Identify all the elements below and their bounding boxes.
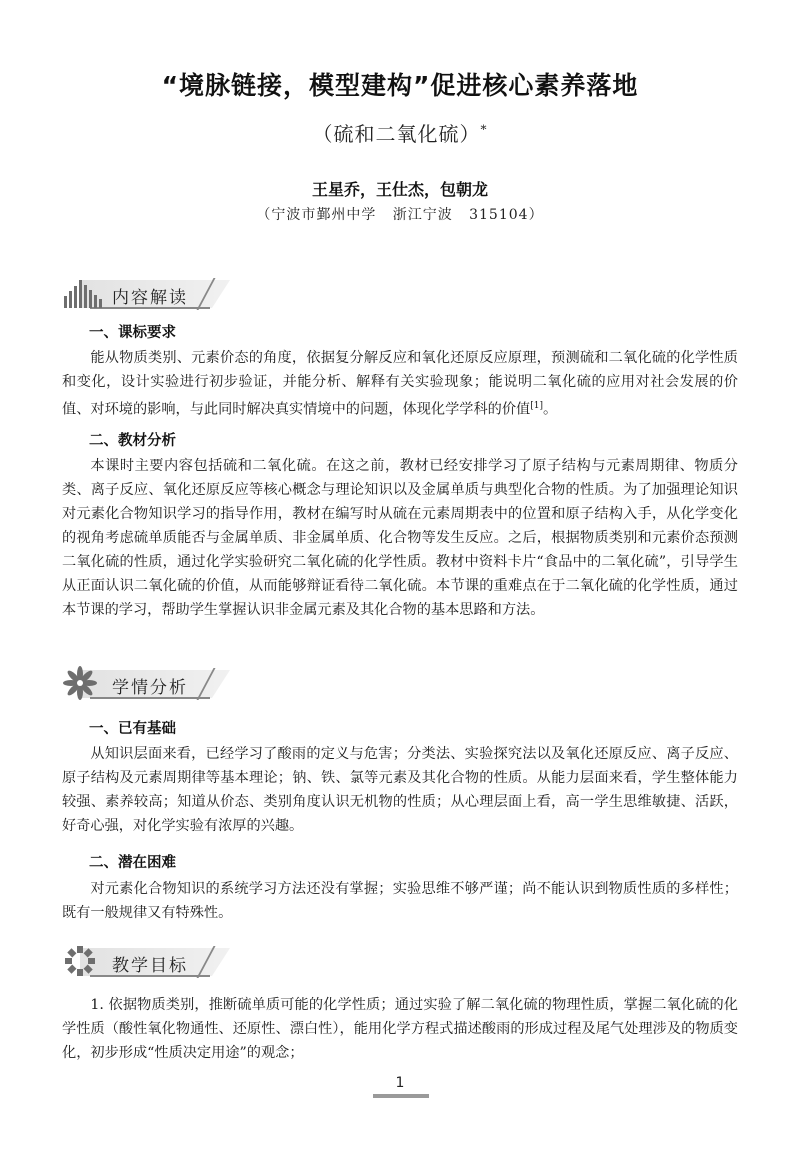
- section-label: 内容解读: [112, 288, 188, 308]
- reference-mark: [1]: [530, 401, 543, 411]
- page-number-underline: [373, 1094, 429, 1098]
- paragraph-curriculum-requirements: [62, 346, 738, 422]
- heading-textbook-analysis: 二、教材分析: [89, 433, 176, 449]
- paragraph-text: 能从物质类别、元素价态的角度，依据复分解反应和氧化还原反应原理，预测硫和二氧化硫的化学性质和变化，设计实验进行初步验证，并能分析、解释有关实验现象；能说明二氧化硫的应用对社会发展的价值、对环境的影响，与此同时解决真实情境中的问题，体现化学学科的价值: [62, 350, 738, 418]
- paragraph-existing-foundation: 从知识层面来看，已经学习了酸雨的定义与危害；分类法、实验探究法以及氧化还原反应、离子反应、原子结构及元素周期律等基本理论；钠、铁、氯等元素及其化合物的性质。从能力层面来看，学生整体能力较强、素养较高；知道从价态、类别角度认识无机物的性质；从心理层面上看，高一学生思维敏捷、活跃，好奇心强，对化学实验有浓厚的兴趣。: [62, 746, 738, 834]
- heading-existing-foundation: 一、已有基础: [89, 721, 176, 737]
- footnote-mark: *: [480, 122, 488, 137]
- paper-title: “境脉链接，模型建构”促进核心素养落地: [161, 71, 639, 100]
- bar-chart-icon: [60, 276, 108, 310]
- paper-subtitle: [0, 118, 800, 147]
- ring-gear-icon: [60, 944, 108, 978]
- section-banner-teaching-goals: [60, 944, 230, 978]
- heading-potential-difficulties: 二、潜在困难: [89, 855, 176, 871]
- paragraph-teaching-goal-1: 1. 依据物质类别，推断硫单质可能的化学性质；通过实验了解二氧化硫的物理性质，掌握二氧化硫的化学性质（酸性氧化物通性、还原性、漂白性），能用化学方程式描述酸雨的形成过程及尾气处理涉及的物质变化，初步形成“性质决定用途”的观念；: [62, 997, 738, 1061]
- section-label: 教学目标: [112, 956, 188, 976]
- paragraph-textbook-analysis: 本课时主要内容包括硫和二氧化硫。在这之前，教材已经安排学习了原子结构与元素周期律、物质分类、离子反应、氧化还原反应等核心概念与理论知识以及金属单质与典型化合物的性质。为了加强理论知识对元素化合物知识学习的指导作用，教材在编写时从硫在元素周期表中的位置和原子结构入手，从化学变化的视角考虑硫单质能否与金属单质、非金属单质、化合物等发生反应。之后，根据物质类别和元素价态预测二氧化硫的性质，通过化学实验研究二氧化硫的化学性质。教材中资料卡片“食品中的二氧化硫”，引导学生从正面认识二氧化硫的价值，从而能够辩证看待二氧化硫。本节课的重难点在于二氧化硫的化学性质，通过本节课的学习，帮助学生掌握认识非金属元素及其化合物的基本思路和方法。: [62, 458, 738, 618]
- section-banner-content-analysis: [60, 276, 230, 310]
- paragraph-potential-difficulties: 对元素化合物知识的系统学习方法还没有掌握；实验思维不够严谨；尚不能认识到物质性质的多样性；既有一般规律又有特殊性。: [62, 881, 738, 921]
- section-banner-learner-analysis: [60, 666, 230, 700]
- subtitle-text: （硫和二氧化硫）: [312, 122, 481, 146]
- section-label: 学情分析: [112, 678, 188, 698]
- affiliation: （宁波市鄞州中学 浙江宁波 315104）: [256, 207, 544, 223]
- authors: 王星乔，王仕杰，包朝龙: [311, 180, 488, 199]
- heading-curriculum-requirements: 一、课标要求: [89, 325, 176, 341]
- paragraph-end: 。: [542, 401, 558, 418]
- flower-icon: [60, 666, 108, 700]
- page-number: 1: [395, 1075, 405, 1091]
